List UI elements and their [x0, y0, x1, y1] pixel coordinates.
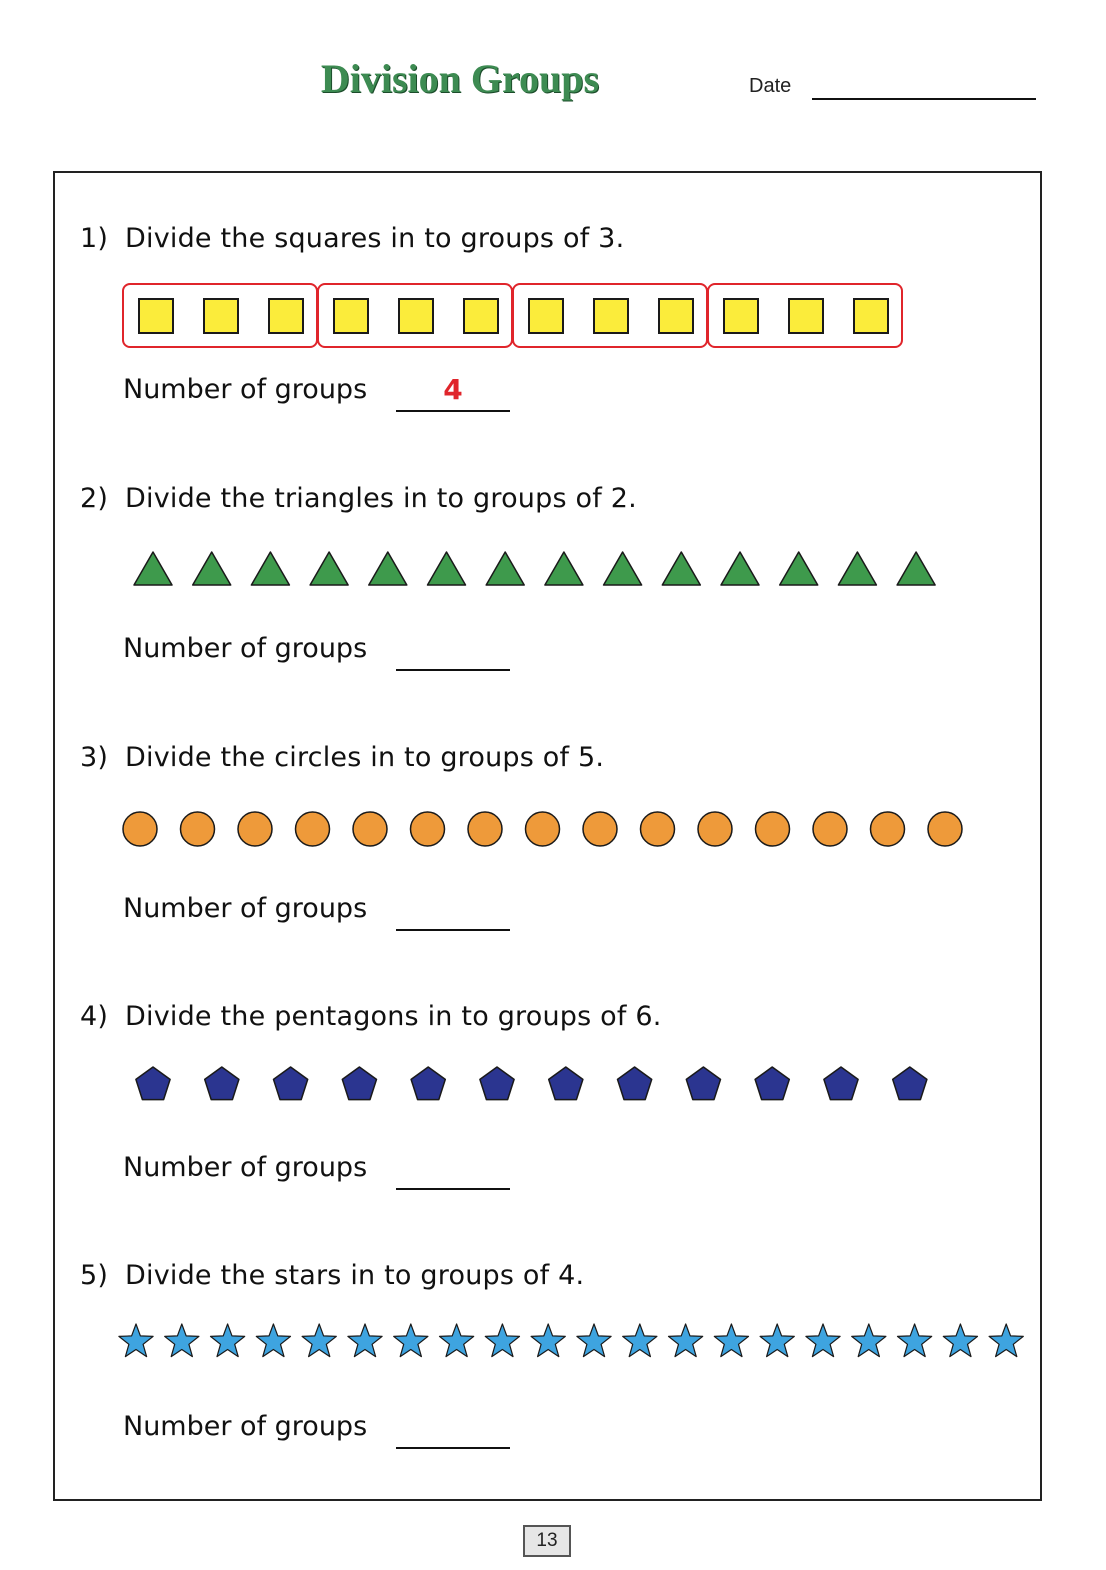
question-4-answer-label: Number of groups	[123, 1152, 368, 1183]
triangle-shape	[780, 552, 818, 585]
triangle-shape	[310, 552, 348, 585]
triangle-shape	[604, 552, 642, 585]
star-shape	[577, 1324, 611, 1357]
star-shape	[256, 1324, 290, 1357]
question-3-number: 3)	[80, 742, 109, 773]
pentagon-shape	[549, 1067, 583, 1100]
square-shape	[854, 299, 888, 333]
square-shape	[594, 299, 628, 333]
star-shape	[348, 1324, 382, 1357]
pentagon-shape	[824, 1067, 858, 1100]
page-title: Division Groups	[320, 56, 600, 101]
triangle-shape	[545, 552, 583, 585]
pentagon-shape	[893, 1067, 927, 1100]
circle-shape	[928, 812, 962, 846]
square-shape	[334, 299, 368, 333]
question-3-answer-label: Number of groups	[123, 893, 368, 924]
question-1-answer: 4	[443, 373, 463, 406]
triangle-shape	[369, 552, 407, 585]
triangle-shape	[721, 552, 759, 585]
pentagon-shape	[686, 1067, 720, 1100]
pentagon-shape	[205, 1067, 239, 1100]
question-5-number: 5)	[80, 1260, 109, 1291]
star-shape	[394, 1324, 428, 1357]
square-shape	[139, 299, 173, 333]
triangle-shape	[486, 552, 524, 585]
star-shape	[760, 1324, 794, 1357]
square-shape	[724, 299, 758, 333]
circle-shape	[468, 812, 502, 846]
star-shape	[302, 1324, 336, 1357]
question-2-answer-label: Number of groups	[123, 633, 368, 664]
star-shape	[485, 1324, 519, 1357]
question-2-instruction: Divide the triangles in to groups of 2.	[125, 483, 637, 514]
star-shape	[623, 1324, 657, 1357]
triangle-shape	[662, 552, 700, 585]
circle-shape	[296, 812, 330, 846]
triangle-shape	[897, 552, 935, 585]
square-shape	[789, 299, 823, 333]
star-shape	[165, 1324, 199, 1357]
circle-shape	[813, 812, 847, 846]
question-1-instruction: Divide the squares in to groups of 3.	[125, 223, 625, 254]
pentagon-shape	[411, 1067, 445, 1100]
star-shape	[531, 1324, 565, 1357]
question-1-number: 1)	[80, 223, 109, 254]
triangle-shape	[428, 552, 466, 585]
pentagon-shape	[342, 1067, 376, 1100]
question-1-answer-label: Number of groups	[123, 374, 368, 405]
circle-shape	[181, 812, 215, 846]
circle-shape	[641, 812, 675, 846]
pentagon-shape	[274, 1067, 308, 1100]
triangle-shape	[838, 552, 876, 585]
triangle-shape	[193, 552, 231, 585]
pentagon-shape	[618, 1067, 652, 1100]
circle-shape	[526, 812, 560, 846]
star-shape	[806, 1324, 840, 1357]
question-5-instruction: Divide the stars in to groups of 4.	[125, 1260, 585, 1291]
circle-shape	[411, 812, 445, 846]
square-shape	[204, 299, 238, 333]
star-shape	[211, 1324, 245, 1357]
circle-shape	[583, 812, 617, 846]
circle-shape	[871, 812, 905, 846]
question-4-number: 4)	[80, 1001, 109, 1032]
date-label: Date	[749, 75, 792, 97]
star-shape	[852, 1324, 886, 1357]
triangle-shape	[134, 552, 172, 585]
question-5-answer-label: Number of groups	[123, 1411, 368, 1442]
square-shape	[399, 299, 433, 333]
square-shape	[269, 299, 303, 333]
question-2-number: 2)	[80, 483, 109, 514]
pentagon-shape	[136, 1067, 170, 1100]
circle-shape	[698, 812, 732, 846]
star-shape	[119, 1324, 153, 1357]
triangle-shape	[251, 552, 289, 585]
square-shape	[659, 299, 693, 333]
star-shape	[714, 1324, 748, 1357]
star-shape	[989, 1324, 1023, 1357]
question-3-instruction: Divide the circles in to groups of 5.	[125, 742, 605, 773]
circle-shape	[353, 812, 387, 846]
page-number: 13	[523, 1525, 571, 1557]
star-shape	[440, 1324, 474, 1357]
pentagon-shape	[755, 1067, 789, 1100]
square-shape	[529, 299, 563, 333]
square-shape	[464, 299, 498, 333]
question-4-instruction: Divide the pentagons in to groups of 6.	[125, 1001, 662, 1032]
circle-shape	[123, 812, 157, 846]
star-shape	[898, 1324, 932, 1357]
star-shape	[943, 1324, 977, 1357]
star-shape	[669, 1324, 703, 1357]
circle-shape	[756, 812, 790, 846]
pentagon-shape	[480, 1067, 514, 1100]
circle-shape	[238, 812, 272, 846]
